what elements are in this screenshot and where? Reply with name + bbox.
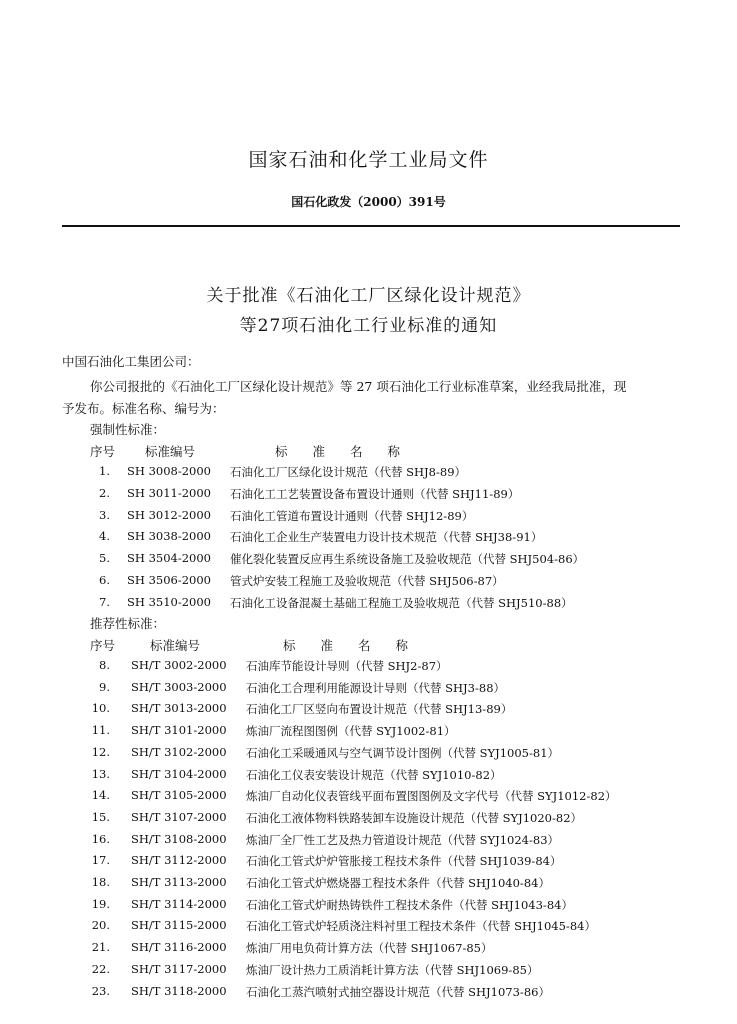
standard-code: SH/T 3101-2000 [131,723,227,738]
standard-number: 1. [99,464,110,478]
mandatory-col-seq: 序号 [90,444,116,459]
standard-number: 19. [91,896,110,911]
standard-code: SH 3011-2000 [127,485,211,500]
standard-code: SH/T 3112-2000 [131,853,227,868]
standard-number: 3. [99,507,110,522]
mandatory-heading: 强制性标准： [90,422,166,437]
standard-name: 石油化工采暖通风与空气调节设计图例（代替 SYJ1005-81） [246,745,560,760]
mandatory-col-name: 标 准 名 称 [275,444,401,459]
standard-name: 管式炉安装工程施工及验收规范（代替 SHJ506-87） [230,574,504,588]
standard-code: SH/T 3116-2000 [131,940,227,955]
standard-row [0,940,737,962]
recommended-col-seq: 序号 [90,638,116,653]
standard-name: 石油化工厂区竖向布置设计规范（代替 SHJ13-89） [246,702,513,717]
standard-name: 炼油厂全厂性工艺及热力管道设计规范（代替 SYJ1024-83） [246,832,560,847]
standard-code: SH 3038-2000 [127,529,211,544]
standard-name: 炼油厂用电负荷计算方法（代替 SHJ1067-85） [246,941,493,956]
standard-number: 6. [99,573,110,587]
standard-name: 炼油厂自动化仪表管线平面布置图图例及文字代号（代替 SYJ1012-82） [246,789,617,804]
standard-number: 20. [91,918,110,933]
standard-number: 21. [91,940,110,955]
standard-number: 16. [91,831,110,846]
header-divider [62,225,680,227]
standard-row [0,508,737,530]
recommended-col-name: 标 准 名 称 [283,638,409,653]
standard-row [0,529,737,551]
standard-row [0,984,737,1006]
standard-code: SH/T 3118-2000 [131,983,227,998]
standard-row [0,573,737,595]
standard-name: 石油化工液体物料铁路装卸车设施设计规范（代替 SYJ1020-82） [246,810,583,825]
body-line-2: 予发布。标准名称、编号为： [62,401,225,416]
standard-code: SH/T 3104-2000 [131,766,227,781]
recommended-heading: 推荐性标准： [90,616,166,631]
standard-row [0,723,737,745]
standard-name: 石油库节能设计导则（代替 SHJ2-87） [246,659,448,673]
standard-name: 石油化工管道布置设计通则（代替 SHJ12-89） [230,508,474,523]
notice-title-line-1: 关于批准《石油化工厂区绿化设计规范》 [206,286,531,306]
notice-title-line-2: 等27项石油化工行业标准的通知 [239,316,498,336]
standard-number: 15. [91,809,110,824]
standard-number: 5. [99,551,110,566]
standard-code: SH/T 3002-2000 [131,658,227,672]
standard-name: 石油化工管式炉炉管胀接工程技术条件（代替 SHJ1039-84） [246,854,562,869]
standard-number: 10. [91,701,110,716]
standard-name: 石油化工管式炉轻质浇注料衬里工程技术条件（代替 SHJ1045-84） [246,919,596,934]
standard-code: SH 3012-2000 [127,507,211,522]
standard-row [0,464,737,486]
standard-row [0,875,737,897]
standard-number: 4. [99,529,110,544]
standard-row [0,832,737,854]
standard-row [0,962,737,984]
standard-number: 11. [91,723,110,738]
standard-code: SH 3510-2000 [127,594,211,609]
standard-name: 石油化工工艺装置设备布置设计通则（代替 SHJ11-89） [230,486,520,501]
standard-row [0,788,737,810]
standard-name: 石油化工仪表安装设计规范（代替 SYJ1010-82） [246,767,502,782]
standard-name: 催化裂化装置反应再生系统设备施工及验收规范（代替 SHJ504-86） [230,552,585,567]
recommended-col-code: 标准编号 [150,638,201,653]
standard-name: 石油化工管式炉耐热铸铁件工程技术条件（代替 SHJ1043-84） [246,897,573,912]
addressee: 中国石油化工集团公司： [62,354,200,369]
standard-code: SH/T 3105-2000 [131,788,227,803]
standard-row [0,810,737,832]
standard-name: 石油化工蒸汽喷射式抽空器设计规范（代替 SHJ1073-86） [246,984,550,999]
standard-number: 17. [91,853,110,868]
standard-name: 石油化工设备混凝土基础工程施工及验收规范（代替 SHJ510-88） [230,595,573,610]
standard-name: 石油化工管式炉燃烧器工程技术条件（代替 SHJ1040-84） [246,876,550,890]
standard-number: 23. [91,983,110,998]
standard-number: 22. [91,961,110,976]
standard-code: SH 3506-2000 [127,573,211,587]
standard-number: 8. [99,658,110,672]
standard-row [0,701,737,723]
standard-code: SH/T 3115-2000 [131,918,227,933]
body-line-1: 你公司报批的《石油化工厂区绿化设计规范》等 27 项石油化工行业标准草案，业经我局批准，现 [90,379,627,394]
standard-number: 12. [91,744,110,759]
standard-row [0,658,737,680]
standard-code: SH/T 3013-2000 [131,701,227,716]
standard-name: 炼油厂设计热力工质消耗计算方法（代替 SHJ1069-85） [246,962,539,977]
standard-row [0,767,737,789]
standard-row [0,745,737,767]
standard-code: SH/T 3113-2000 [131,875,227,889]
standard-number: 7. [99,594,110,609]
standard-number: 9. [99,679,110,694]
issuing-agency: 国家石油和化学工业局文件 [248,149,489,171]
standard-number: 13. [91,766,110,781]
standard-row [0,853,737,875]
standard-number: 18. [91,875,110,889]
standard-name: 石油化工厂区绿化设计规范（代替 SHJ8-89） [230,465,467,479]
standard-code: SH/T 3114-2000 [131,896,227,911]
standard-name: 石油化工合理利用能源设计导则（代替 SHJ3-88） [246,680,506,695]
standard-code: SH/T 3003-2000 [131,679,227,694]
standard-row [0,918,737,940]
standard-name: 炼油厂流程图图例（代替 SYJ1002-81） [246,724,456,739]
standard-name: 石油化工企业生产装置电力设计技术规范（代替 SHJ38-91） [230,530,543,545]
standard-code: SH/T 3107-2000 [131,809,227,824]
standard-number: 14. [91,788,110,803]
standard-row [0,680,737,702]
standard-code: SH/T 3102-2000 [131,744,227,759]
standard-row [0,897,737,919]
standard-code: SH/T 3108-2000 [131,831,227,846]
standard-code: SH 3504-2000 [127,551,211,566]
document-number: 国石化政发（2000）391号 [291,195,446,209]
standard-row [0,551,737,573]
standard-code: SH/T 3117-2000 [131,961,227,976]
standard-number: 2. [99,485,110,500]
standard-code: SH 3008-2000 [127,464,211,478]
standard-row [0,486,737,508]
mandatory-col-code: 标准编号 [145,444,196,459]
